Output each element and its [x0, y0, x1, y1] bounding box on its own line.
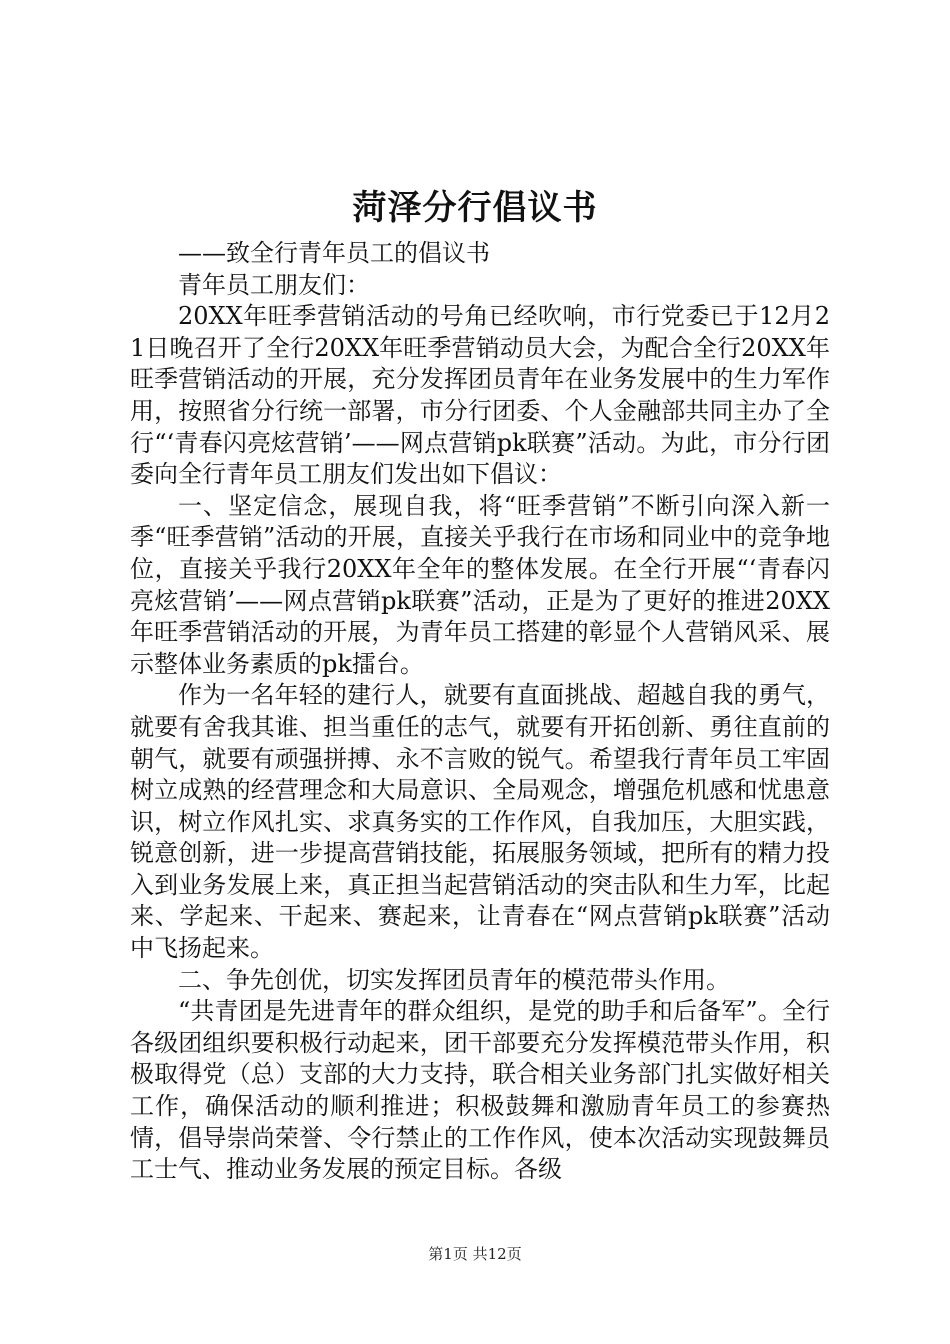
- body-paragraph: 作为一名年轻的建行人，就要有直面挑战、超越自我的勇气，就要有舍我其谁、担当重任的志气，就要有开拓创新、勇往直前的朝气，就要有顽强拼搏、永不言败的锐气。希望我行青年员工牢固树立成熟的经营理念和大局意识、全局观念，增强危机感和忧患意识，树立作风扎实、求真务实的工作作风，自我加压，大胆实践，锐意创新，进一步提高营销技能，拓展服务领域，把所有的精力投入到业务发展上来，真正担当起营销活动的突击队和生力军，比起来、学起来、干起来、赛起来，让青春在“网点营销pk联赛”活动中飞扬起来。: [130, 681, 830, 963]
- body-paragraph: 一、坚定信念，展现自我，将“旺季营销”不断引向深入新一季“旺季营销”活动的开展，直接关乎我行在市场和同业中的竞争地位，直接关乎我行20XX年全年的整体发展。在全行开展“‘青春闪亮炫营销’——网点营销pk联赛”活动，正是为了更好的推进20XX年旺季营销活动的开展，为青年员工搭建的彰显个人营销风采、展示整体业务素质的pk擂台。: [130, 491, 830, 678]
- document-body: [130, 238, 830, 1186]
- body-paragraph: “共青团是先进青年的群众组织，是党的助手和后备军”。全行各级团组织要积极行动起来，团干部要充分发挥模范带头作用，积极取得党（总）支部的大力支持，联合相关业务部门扎实做好相关工作，确保活动的顺利推进；积极鼓舞和激励青年员工的参赛热情，倡导崇尚荣誉、令行禁止的工作作风，使本次活动实现鼓舞员工士气、推动业务发展的预定目标。各级: [130, 997, 830, 1184]
- page-footer: 第1页 共12页: [428, 1245, 522, 1263]
- subtitle-paragraph: ——致全行青年员工的倡议书: [178, 239, 490, 267]
- salutation-paragraph: 青年员工朋友们：: [178, 270, 370, 299]
- body-paragraph: 20XX年旺季营销活动的号角已经吹响，市行党委已于12月21日晚召开了全行20XX年旺季营销动员大会，为配合全行20XX年旺季营销活动的开展，充分发挥团员青年在业务发展中的生力军作用，按照省分行统一部署，市分行团委、个人金融部共同主办了全行“‘青春闪亮炫营销’——网点营销pk联赛”活动。为此，市分行团委向全行青年员工朋友们发出如下倡议：: [130, 302, 830, 489]
- section-heading-paragraph: 二、争先创优，切实发挥团员青年的模范带头作用。: [178, 965, 730, 994]
- document-title: 菏泽分行倡议书: [352, 188, 598, 228]
